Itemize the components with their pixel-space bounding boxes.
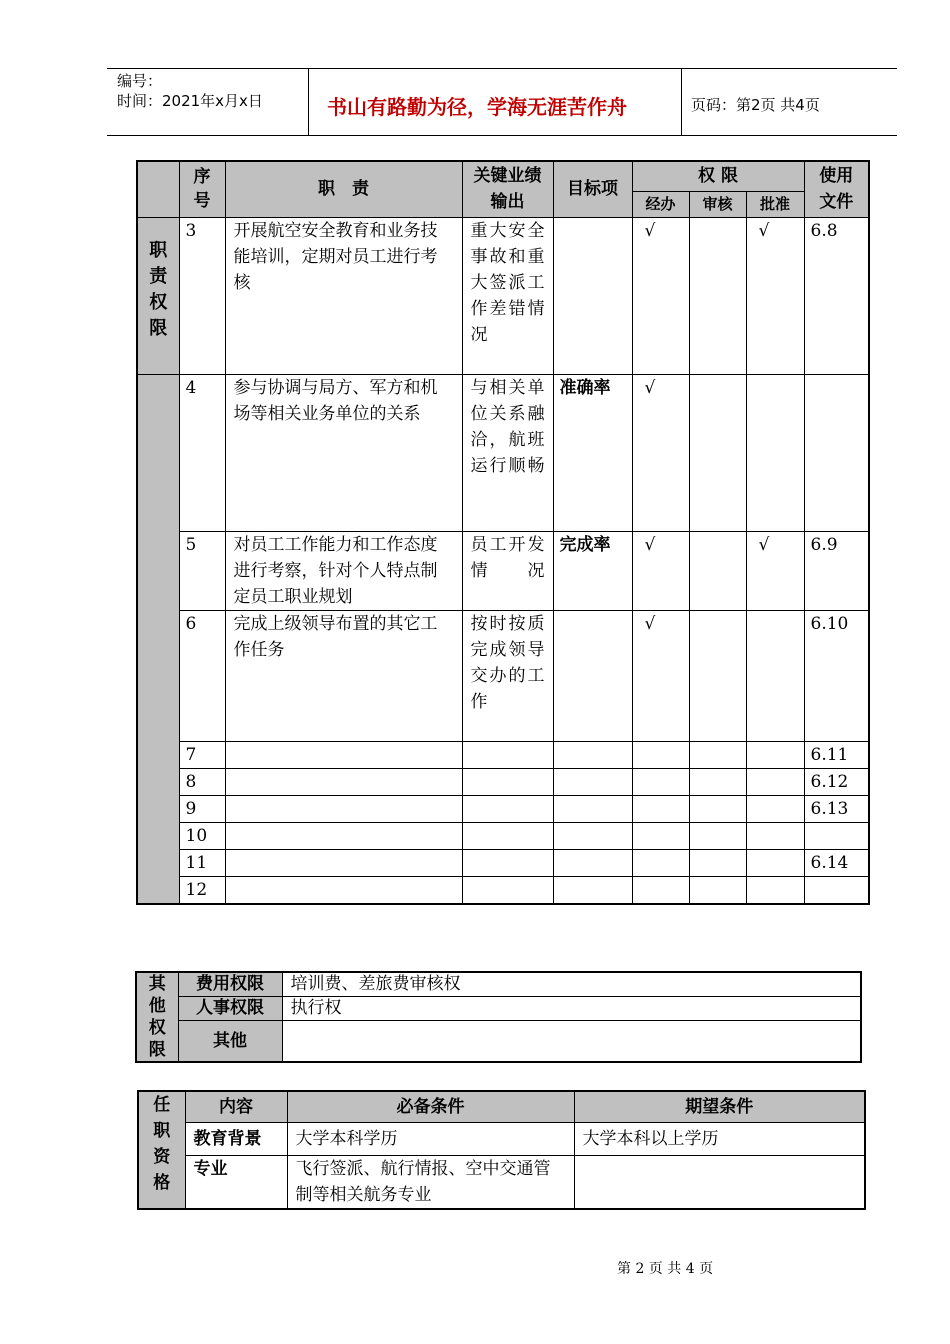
table-row xyxy=(137,849,869,876)
review-cell xyxy=(689,822,746,849)
header-required: 必备条件 xyxy=(287,1091,574,1122)
handle-cell xyxy=(632,768,689,795)
table-row xyxy=(136,972,861,996)
kpi-cell xyxy=(462,849,553,876)
kpi-cell: 员工开发情况 xyxy=(462,531,553,610)
major-required: 飞行签派、航行情报、空中交通管制等相关航务专业 xyxy=(287,1155,574,1209)
education-required: 大学本科学历 xyxy=(287,1122,574,1155)
doc-cell: 6.8 xyxy=(804,217,869,374)
review-cell xyxy=(689,849,746,876)
table-row xyxy=(136,996,861,1020)
kpi-cell: 按时按质完成领导交办的工作 xyxy=(462,610,553,741)
duty-cell: 参与协调与局方、军方和机场等相关业务单位的关系 xyxy=(225,374,462,531)
doc-cell: 6.13 xyxy=(804,795,869,822)
target-cell xyxy=(553,849,632,876)
doc-cell xyxy=(804,822,869,849)
target-cell xyxy=(553,822,632,849)
seq-cell: 12 xyxy=(179,876,225,904)
table-row xyxy=(137,822,869,849)
kpi-cell: 重大安全事故和重大签派工作差错情况 xyxy=(462,217,553,374)
table-row xyxy=(137,531,869,610)
document-time: 时间：2021年x月x日 xyxy=(117,92,263,110)
seq-cell: 8 xyxy=(179,768,225,795)
target-cell xyxy=(553,876,632,904)
duty-cell xyxy=(225,822,462,849)
document-code: 编号： xyxy=(117,72,163,90)
doc-cell xyxy=(804,374,869,531)
target-cell xyxy=(553,768,632,795)
kpi-cell xyxy=(462,822,553,849)
seq-cell: 10 xyxy=(179,822,225,849)
fee-authority-label: 费用权限 xyxy=(178,972,282,996)
seq-cell: 4 xyxy=(179,374,225,531)
page-indicator: 页码：第2页 共4页 xyxy=(691,96,820,114)
approve-cell: √ xyxy=(746,531,804,610)
table-row xyxy=(137,795,869,822)
table-row xyxy=(136,1021,861,1062)
approve-cell xyxy=(746,849,804,876)
review-cell xyxy=(689,876,746,904)
header-authority: 权 限 xyxy=(632,161,804,191)
duty-cell xyxy=(225,876,462,904)
education-expected: 大学本科以上学历 xyxy=(574,1122,865,1155)
header-content: 内容 xyxy=(185,1091,287,1122)
review-cell xyxy=(689,741,746,768)
seq-cell: 11 xyxy=(179,849,225,876)
table-row xyxy=(137,374,869,531)
seq-cell: 9 xyxy=(179,795,225,822)
header-duty: 职 责 xyxy=(225,161,462,217)
major-expected xyxy=(574,1155,865,1209)
handle-cell: √ xyxy=(632,217,689,374)
approve-cell xyxy=(746,876,804,904)
kpi-cell xyxy=(462,741,553,768)
review-cell xyxy=(689,531,746,610)
doc-cell: 6.12 xyxy=(804,768,869,795)
handle-cell: √ xyxy=(632,374,689,531)
duty-cell: 开展航空安全教育和业务技能培训，定期对员工进行考核 xyxy=(225,217,462,374)
side-label-blank xyxy=(137,374,179,904)
table-row xyxy=(137,610,869,741)
kpi-cell xyxy=(462,795,553,822)
duty-cell xyxy=(225,741,462,768)
side-header-blank xyxy=(137,161,179,217)
duty-cell xyxy=(225,849,462,876)
handle-cell: √ xyxy=(632,610,689,741)
target-cell xyxy=(553,610,632,741)
handle-cell xyxy=(632,876,689,904)
hr-authority-label: 人事权限 xyxy=(178,996,282,1020)
seq-cell: 5 xyxy=(179,531,225,610)
table-row xyxy=(137,876,869,904)
approve-cell xyxy=(746,374,804,531)
header-docs: 使用文件 xyxy=(804,161,869,217)
approve-cell: √ xyxy=(746,217,804,374)
doc-cell xyxy=(804,876,869,904)
review-cell xyxy=(689,217,746,374)
doc-cell: 6.14 xyxy=(804,849,869,876)
target-cell: 完成率 xyxy=(553,531,632,610)
header-approve: 批准 xyxy=(746,191,804,217)
seq-cell: 6 xyxy=(179,610,225,741)
footer-page-number: 第 2 页 共 4 页 xyxy=(617,1261,714,1277)
handle-cell xyxy=(632,822,689,849)
qualifications-table xyxy=(137,1090,866,1210)
target-cell: 准确率 xyxy=(553,374,632,531)
header-divider-left xyxy=(308,68,309,136)
major-label: 专业 xyxy=(185,1155,287,1209)
seq-cell: 3 xyxy=(179,217,225,374)
table-row xyxy=(137,217,869,374)
hr-authority-value: 执行权 xyxy=(282,996,861,1020)
review-cell xyxy=(689,795,746,822)
side-label-duties: 职责权限 xyxy=(137,217,179,374)
kpi-cell xyxy=(462,768,553,795)
other-authority-label: 其他 xyxy=(178,1021,282,1062)
seq-cell: 7 xyxy=(179,741,225,768)
approve-cell xyxy=(746,822,804,849)
header-seq: 序号 xyxy=(179,161,225,217)
header-review: 审核 xyxy=(689,191,746,217)
header-target: 目标项 xyxy=(553,161,632,217)
review-cell xyxy=(689,374,746,531)
review-cell xyxy=(689,768,746,795)
header-divider-right xyxy=(681,68,682,136)
duties-table xyxy=(136,160,870,905)
table-row xyxy=(138,1122,865,1155)
table-row xyxy=(137,741,869,768)
other-authority-table xyxy=(135,971,862,1063)
approve-cell xyxy=(746,768,804,795)
table-row xyxy=(138,1155,865,1209)
target-cell xyxy=(553,217,632,374)
other-authority-value xyxy=(282,1021,861,1062)
handle-cell xyxy=(632,849,689,876)
header-expected: 期望条件 xyxy=(574,1091,865,1122)
header-motto: 书山有路勤为径，学海无涯苦作舟 xyxy=(327,95,627,119)
education-label: 教育背景 xyxy=(185,1122,287,1155)
doc-cell: 6.11 xyxy=(804,741,869,768)
handle-cell xyxy=(632,795,689,822)
doc-cell: 6.10 xyxy=(804,610,869,741)
table-row xyxy=(137,768,869,795)
side-label-other: 其他权限 xyxy=(136,972,178,1062)
fee-authority-value: 培训费、差旅费审核权 xyxy=(282,972,861,996)
duty-cell xyxy=(225,795,462,822)
target-cell xyxy=(553,741,632,768)
table-row xyxy=(138,1091,865,1122)
header-top-rule xyxy=(107,68,897,69)
doc-cell: 6.9 xyxy=(804,531,869,610)
target-cell xyxy=(553,795,632,822)
handle-cell xyxy=(632,741,689,768)
approve-cell xyxy=(746,741,804,768)
duty-cell: 对员工工作能力和工作态度进行考察，针对个人特点制定员工职业规划 xyxy=(225,531,462,610)
header-bottom-rule xyxy=(107,135,897,136)
kpi-cell: 与相关单位关系融洽，航班运行顺畅 xyxy=(462,374,553,531)
header-handle: 经办 xyxy=(632,191,689,217)
duty-cell: 完成上级领导布置的其它工作任务 xyxy=(225,610,462,741)
side-label-qualifications: 任职资格 xyxy=(138,1091,185,1209)
duty-cell xyxy=(225,768,462,795)
kpi-cell xyxy=(462,876,553,904)
review-cell xyxy=(689,610,746,741)
handle-cell: √ xyxy=(632,531,689,610)
approve-cell xyxy=(746,610,804,741)
approve-cell xyxy=(746,795,804,822)
header-kpi: 关键业绩输出 xyxy=(462,161,553,217)
